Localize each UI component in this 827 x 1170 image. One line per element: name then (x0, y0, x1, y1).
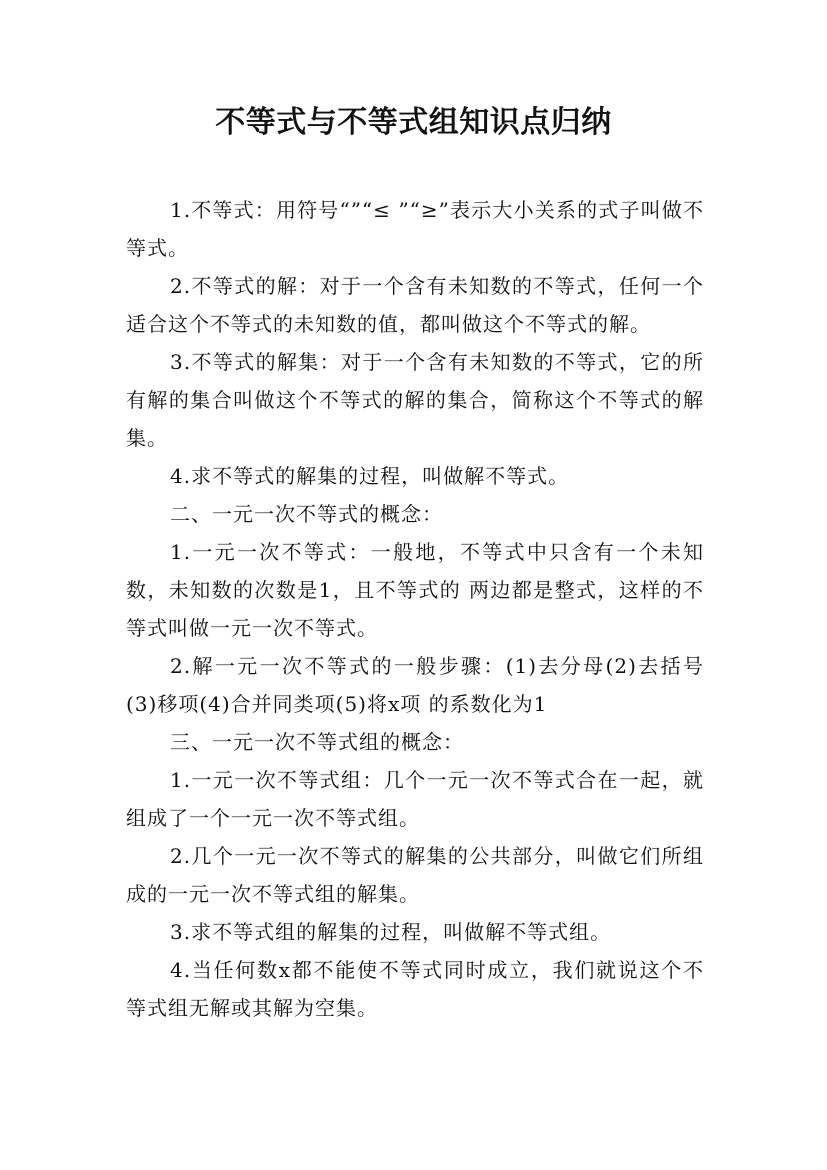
section-heading-linear-inequality: 二、一元一次不等式的概念： (170, 502, 443, 526)
document-body (126, 191, 704, 1027)
paragraph-linear-inequality-steps: 2.解一元一次不等式的一般步骤：(1)去分母(2)去括号(3)移项(4)合并同类项(5)将x项 的系数化为1 (126, 654, 704, 716)
paragraph-inequality-system-solution-set: 2.几个一元一次不等式的解集的公共部分，叫做它们所组成的一元一次不等式组的解集。 (126, 844, 704, 906)
paragraph-solving-inequality-system: 3.求不等式组的解集的过程，叫做解不等式组。 (170, 920, 612, 944)
paragraph-inequality-definition: 1.不等式：用符号“”“≤ ”“≥”表示大小关系的式子叫做不等式。 (126, 198, 704, 260)
document-title: 不等式与不等式组知识点归纳 (215, 105, 612, 140)
paragraph-empty-solution-set: 4.当任何数x都不能使不等式同时成立，我们就说这个不等式组无解或其解为空集。 (126, 958, 704, 1020)
paragraph-inequality-solution-set: 3.不等式的解集：对于一个含有未知数的不等式，它的所有解的集合叫做这个不等式的解的集合，简称这个不等式的解集。 (126, 350, 704, 450)
section-heading-inequality-system: 三、一元一次不等式组的概念： (170, 730, 464, 754)
paragraph-inequality-solution: 2.不等式的解：对于一个含有未知数的不等式，任何一个适合这个不等式的未知数的值，都叫做这个不等式的解。 (126, 274, 704, 336)
paragraph-inequality-system-definition: 1.一元一次不等式组：几个一元一次不等式合在一起，就组成了一个一元一次不等式组。 (126, 768, 704, 830)
paragraph-solving-inequality: 4.求不等式的解集的过程，叫做解不等式。 (170, 464, 570, 488)
paragraph-linear-inequality-definition: 1.一元一次不等式：一般地，不等式中只含有一个未知数，未知数的次数是1，且不等式的 两边都是整式，这样的不等式叫做一元一次不等式。 (126, 540, 704, 640)
